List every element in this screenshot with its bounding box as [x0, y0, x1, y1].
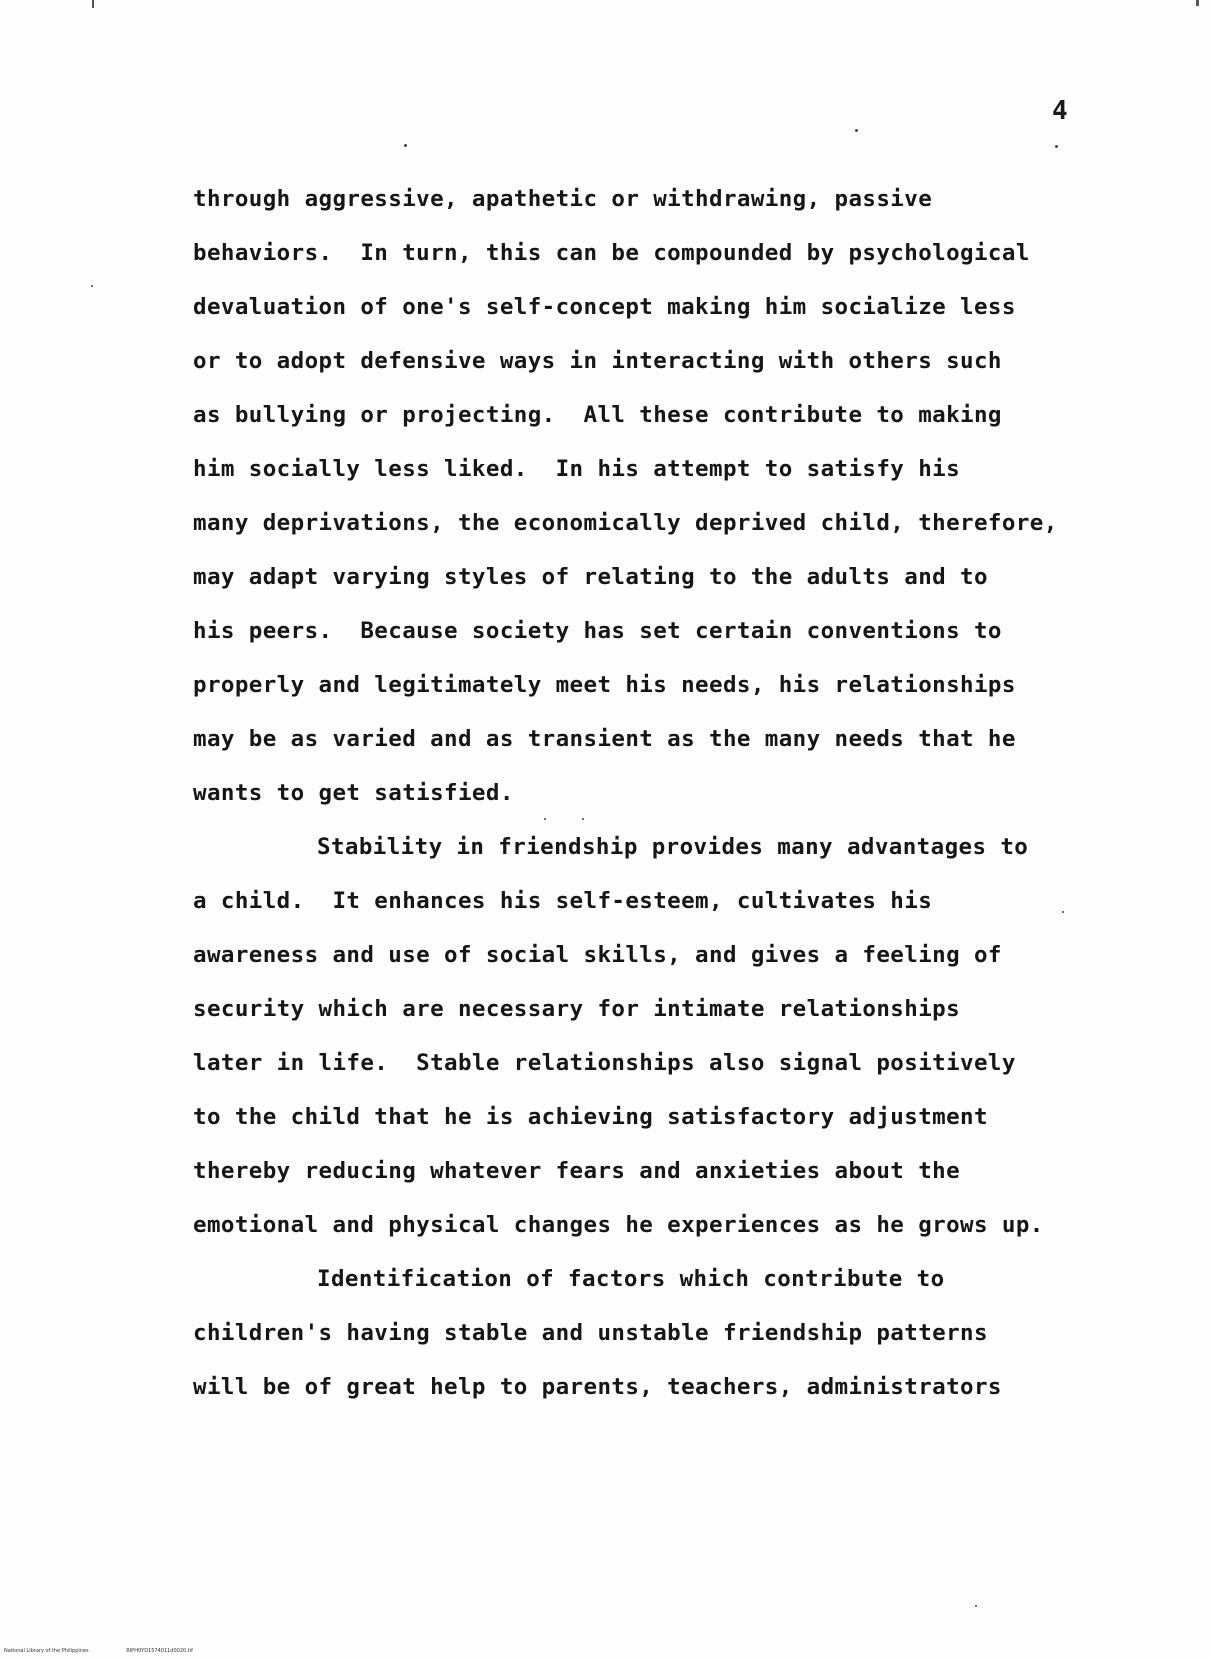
text-line: through aggressive, apathetic or withdrawing, passive [193, 186, 933, 212]
text-line: later in life. Stable relationships also signal positively [193, 1050, 1016, 1076]
paragraph-1 [193, 172, 1193, 820]
footer-library: National Library of the Philippines [4, 1648, 89, 1654]
text-line: him socially less liked. In his attempt to satisfy his [193, 456, 961, 482]
scan-speck [404, 144, 407, 147]
scan-edge-mark [1196, 0, 1199, 6]
text-line: a child. It enhances his self-esteem, cultivates his [193, 888, 933, 914]
text-line: thereby reducing whatever fears and anxieties about the [193, 1158, 961, 1184]
scan-speck [544, 818, 546, 820]
body-text [193, 172, 1193, 1414]
text-line: properly and legitimately meet his needs, his relationships [193, 672, 1016, 698]
text-line: may be as varied and as transient as the many needs that he [193, 726, 1016, 752]
scan-speck [582, 818, 584, 820]
scan-edge-mark [92, 0, 94, 8]
scan-speck [1055, 145, 1058, 148]
text-line: Stability in friendship provides many advantages to [317, 834, 1029, 860]
text-line: awareness and use of social skills, and gives a feeling of [193, 942, 1002, 968]
text-line: wants to get satisfied. [193, 780, 514, 806]
text-line: or to adopt defensive ways in interacting with others such [193, 348, 1002, 374]
text-line: Identification of factors which contribute to [317, 1266, 945, 1292]
paragraph-3 [193, 1252, 1193, 1414]
scan-footer [4, 1648, 229, 1654]
text-line: as bullying or projecting. All these contribute to making [193, 402, 1002, 428]
footer-file-id: RIPH0YD1574011d0020.tif [126, 1648, 193, 1654]
scan-speck [855, 129, 858, 132]
scan-speck [91, 285, 93, 287]
text-line: behaviors. In turn, this can be compounded by psychological [193, 240, 1030, 266]
text-line: to the child that he is achieving satisfactory adjustment [193, 1104, 988, 1130]
text-line: devaluation of one's self-concept making him socialize less [193, 294, 1016, 320]
text-line: his peers. Because society has set certain conventions to [193, 618, 1002, 644]
text-line: emotional and physical changes he experiences as he grows up. [193, 1212, 1044, 1238]
text-line: will be of great help to parents, teachers, administrators [193, 1374, 1002, 1400]
text-line: children's having stable and unstable friendship patterns [193, 1320, 988, 1346]
scan-speck [975, 1605, 977, 1607]
text-line: many deprivations, the economically deprived child, therefore, [193, 510, 1058, 536]
scan-speck [1062, 911, 1064, 913]
page-number: 4 [1052, 96, 1068, 126]
paragraph-2 [193, 820, 1193, 1252]
text-line: may adapt varying styles of relating to the adults and to [193, 564, 988, 590]
text-line: security which are necessary for intimate relationships [193, 996, 961, 1022]
